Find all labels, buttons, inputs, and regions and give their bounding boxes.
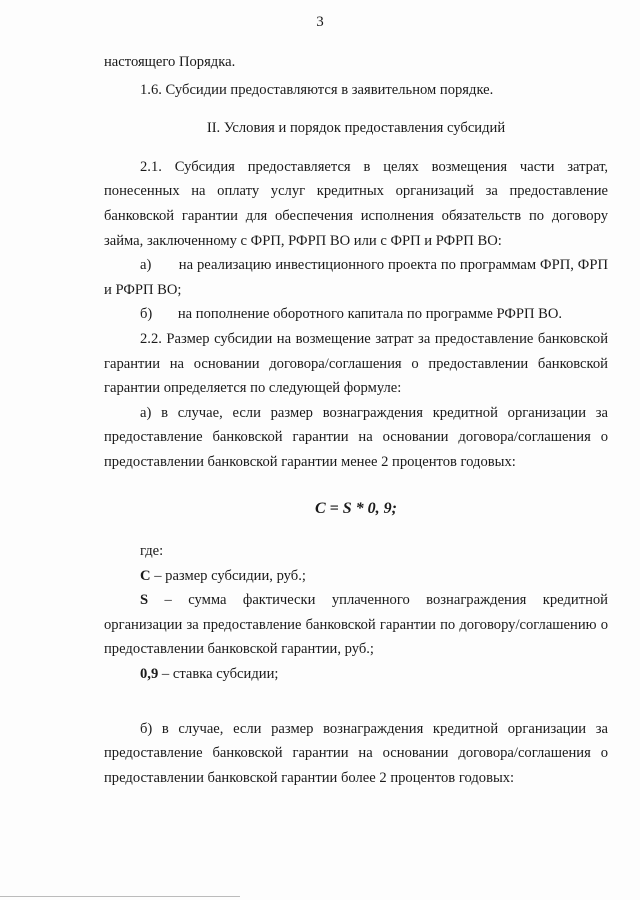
list-item-b-marker: б)	[140, 306, 153, 323]
formula: C = S * 0, 9;	[314, 499, 397, 517]
list-item-a	[104, 253, 608, 302]
bottom-divider	[0, 896, 240, 897]
definition-c-symbol: С	[140, 567, 151, 584]
list-item-a-marker: а)	[140, 257, 152, 274]
list-item-b-text: на пополнение оборотного капитала по программе РФРП ВО.	[177, 306, 563, 323]
paragraph-continuation: настоящего Порядка.	[104, 54, 236, 70]
paragraph-2-1: 2.1. Субсидия предоставляется в целях возмещения части затрат, понесенных на оплату услуг кредитных организаций за предоставление банковской гарантии для обеспечения исполнения обязательств по договору займа, заключенному с ФРП, РФРП ВО или с ФРП и РФРП ВО:	[104, 158, 608, 249]
where-label: где:	[140, 543, 164, 560]
paragraph-spacer	[104, 687, 608, 717]
definition-rate-symbol: 0,9	[140, 666, 159, 683]
list-item-a-text: на реализацию инвестиционного проекта по программам ФРП, ФРП и РФРП ВО;	[104, 257, 608, 298]
definition-s-symbol: S	[140, 592, 149, 609]
paragraph-1-6: 1.6. Субсидии предоставляются в заявительном порядке.	[140, 81, 494, 98]
definition-s	[104, 588, 608, 662]
page-number: 3	[316, 14, 324, 30]
definition-c-text: – размер субсидии, руб.;	[150, 567, 306, 584]
definition-c	[104, 564, 608, 589]
definition-s-text: – сумма фактически уплаченного вознаграждения кредитной организации за предоставление банковской гарантии по договору/соглашению о предоставлении банковской гарантии, руб.;	[104, 592, 608, 658]
paragraph-2-2: 2.2. Размер субсидии на возмещение затрат за предоставление банковской гарантии на основании договора/соглашения о предоставлении банковской гарантии определяется по следующей формуле:	[104, 330, 608, 397]
section-title: II. Условия и порядок предоставления субсидий	[206, 120, 506, 137]
list-item-b	[104, 302, 608, 327]
definition-rate	[104, 662, 608, 687]
document-body	[104, 50, 608, 790]
paragraph-case-b: б) в случае, если размер вознаграждения кредитной организации за предоставление банковской гарантии на основании договора/соглашения о предоставлении банковской гарантии более 2 процентов годовых:	[104, 720, 608, 786]
paragraph-case-a: а) в случае, если размер вознаграждения кредитной организации за предоставление банковской гарантии на основании договора/соглашения о предоставлении банковской гарантии менее 2 процентов годовых:	[104, 404, 608, 470]
definition-rate-text: – ставка субсидии;	[158, 666, 279, 683]
